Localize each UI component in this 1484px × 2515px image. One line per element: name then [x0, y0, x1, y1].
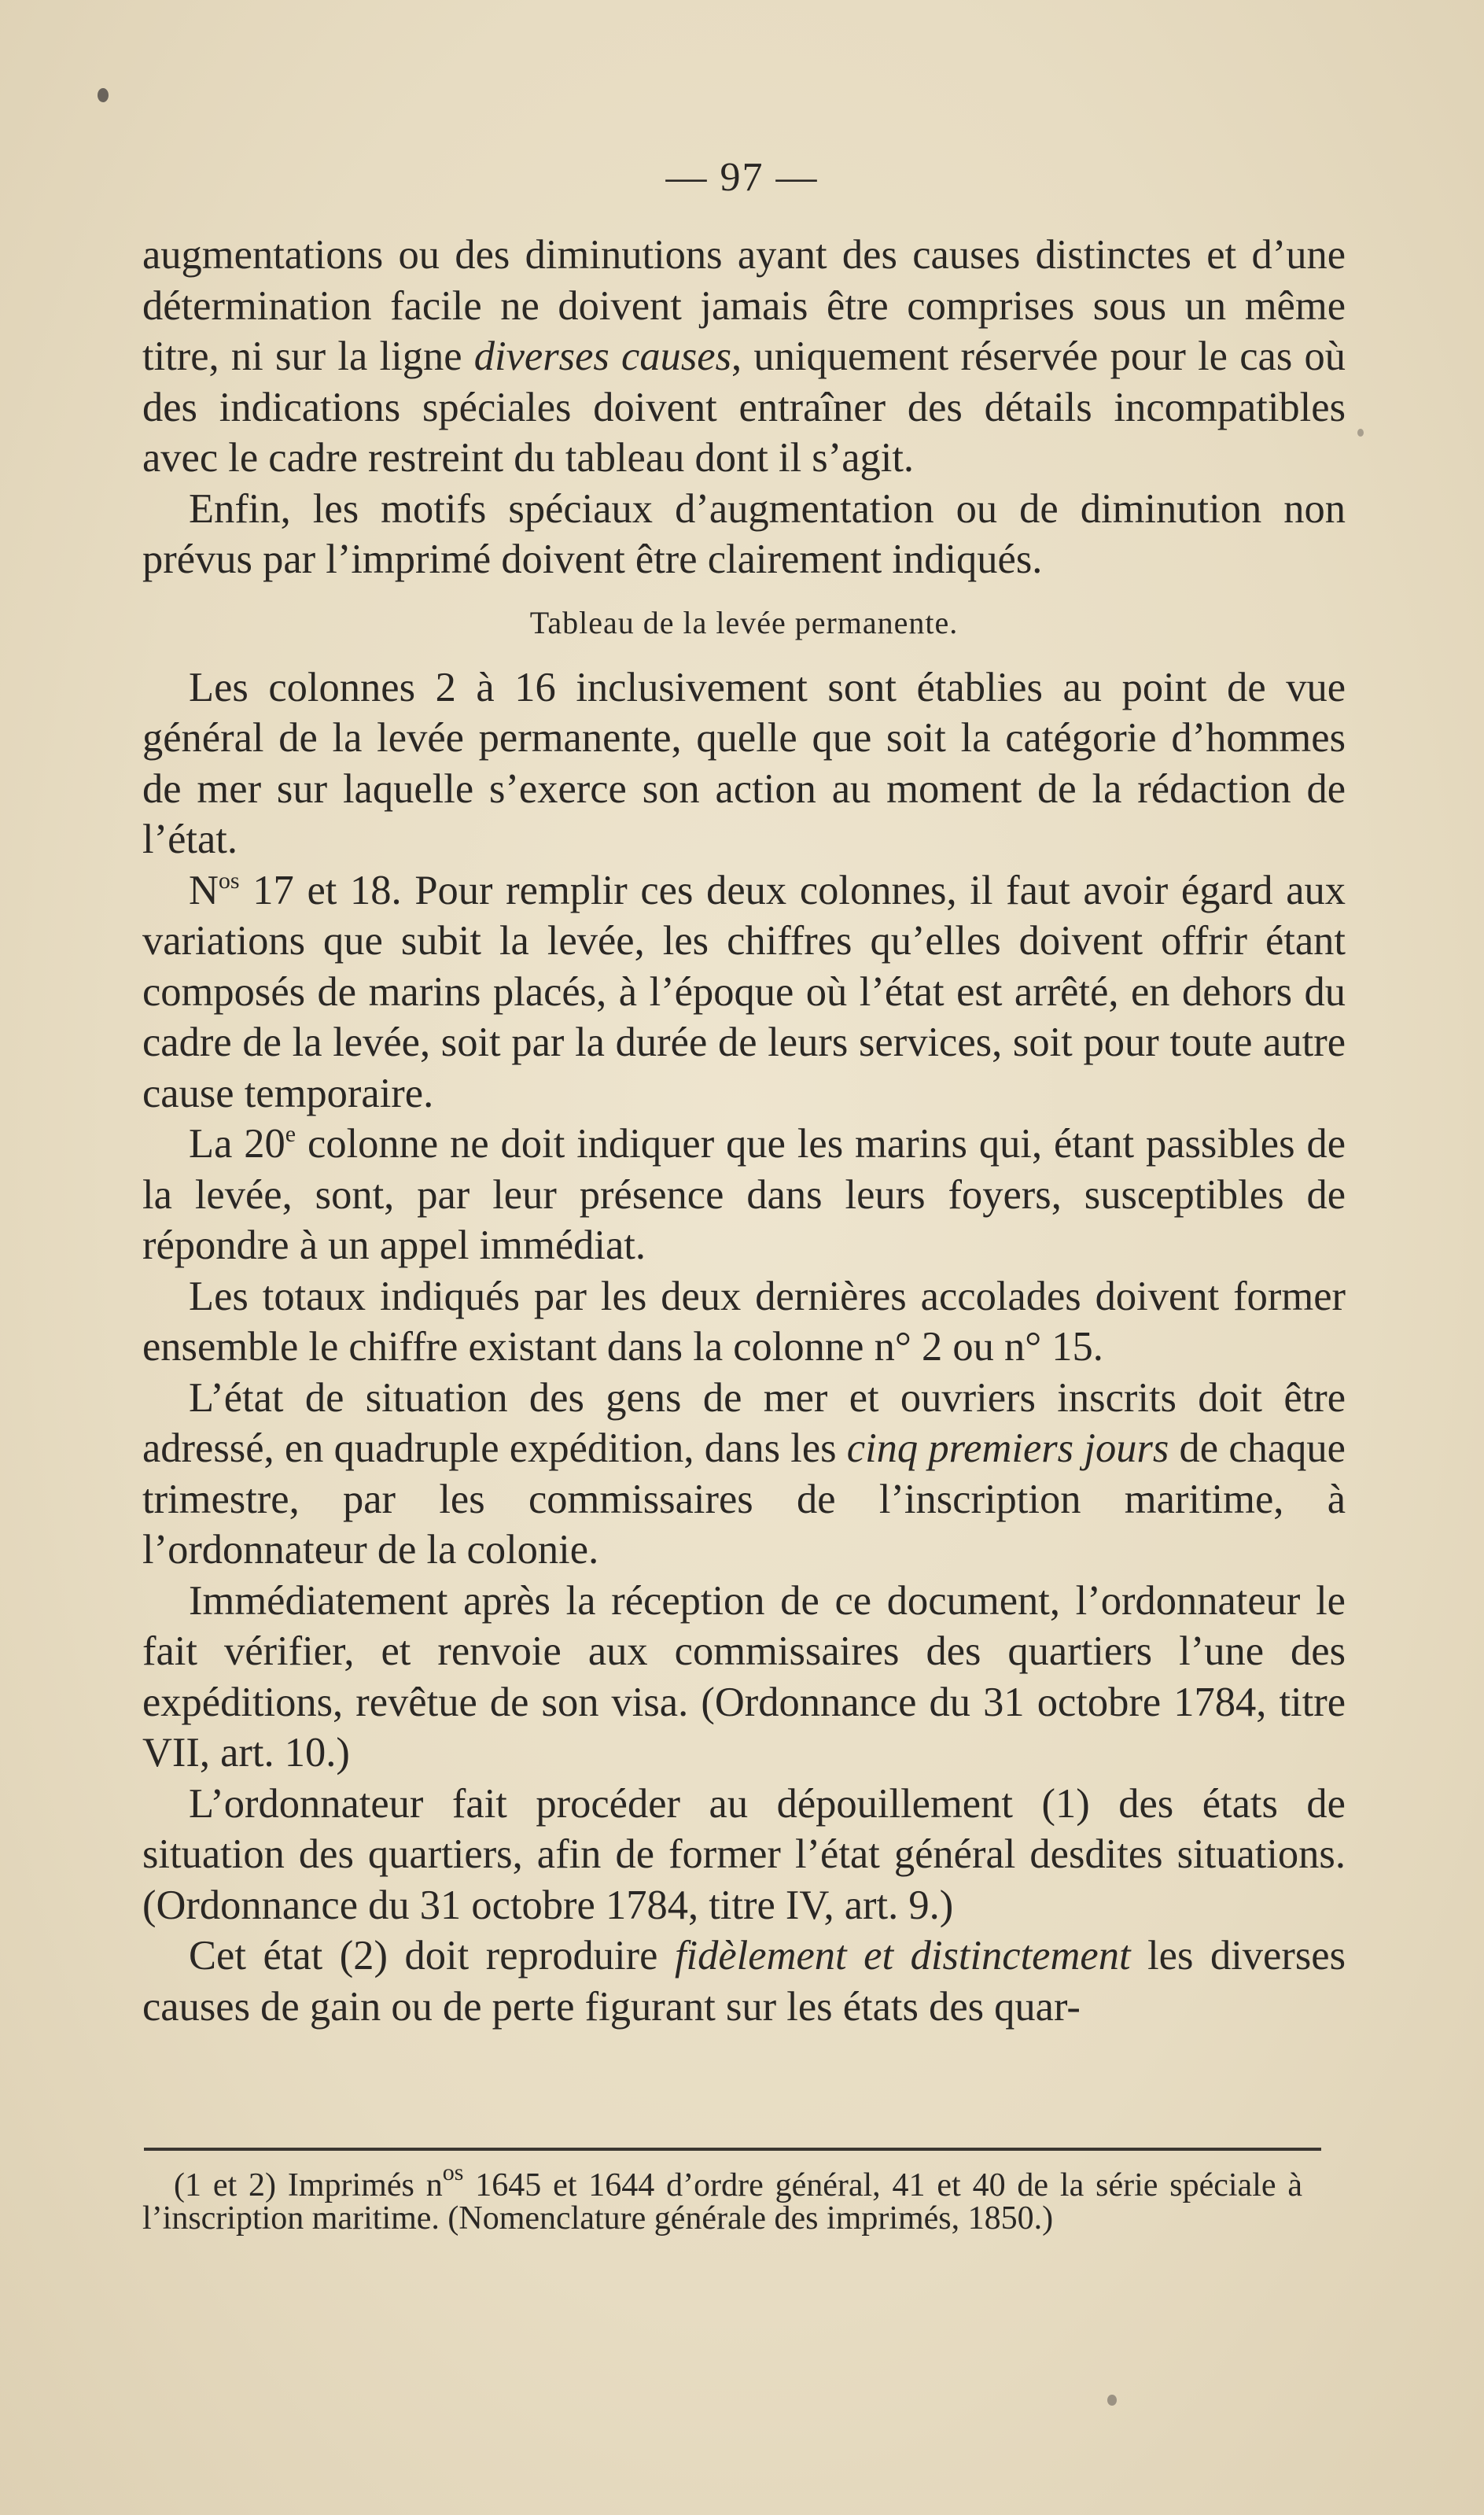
paragraph-text: colonne ne doit indiquer que les marins qui, étant passibles de la levée, sont, par leur présence dans leurs foyers, susceptibles de répondre à un appel immédiat. — [142, 1121, 1346, 1268]
italic-emphasis: diverses causes — [473, 334, 732, 379]
paper-speck — [1107, 2395, 1117, 2406]
paragraph: Immédiatement après la réception de ce document, l’ordonnateur le fait vérifier, et renvoie aux commissaires des quartiers l’une des expéditions, revêtue de son visa. (Ordonnance du 31 octobre 1784, titre VII, art. 10.) — [142, 1577, 1346, 1776]
paragraph-continuation — [142, 230, 1346, 484]
paragraph: Enfin, les motifs spéciaux d’augmentation ou de diminution non prévus par l’imprimé doivent être clairement indiqués. — [142, 485, 1346, 582]
italic-emphasis: cinq premiers jours — [846, 1425, 1169, 1471]
paragraph-text: Cet état (2) doit reproduire — [189, 1933, 675, 1978]
paragraph-text: les diverses causes de gain ou de perte figurant sur les états des quar- — [142, 1933, 1346, 2030]
footnote-rule — [144, 2148, 1321, 2151]
paragraph-text: de chaque trimestre, par les commissaires de l’inscription maritime, à l’ordonnateur de la colonie. — [142, 1425, 1346, 1573]
paragraph-text: augmentations ou des diminutions ayant des causes distinctes et d’une détermination facile ne doivent jamais être comprises sous un même titre, ni sur la ligne — [142, 232, 1346, 379]
paper-speck — [98, 88, 109, 102]
paragraph: L’ordonnateur fait procéder au dépouillement (1) des états de situation des quartiers, afin de former l’état général desdites situations. (Ordonnance du 31 octobre 1784, titre IV, art. 9.) — [142, 1780, 1346, 1928]
paragraph-text: L’état de situation des gens de mer et ouvriers inscrits doit être adressé, en quadruple expédition, dans les — [142, 1374, 1346, 1471]
paragraph: Les totaux indiqués par les deux dernières accolades doivent former ensemble le chiffre existant dans la colonne n° 2 ou n° 15. — [142, 1273, 1346, 1370]
page-number: — 97 — — [665, 155, 819, 200]
paragraph-text: , uniquement réservée pour le cas où des indications spéciales doivent entraîner des détails incompatibles avec le cadre restreint du tableau dont il s’agit. — [142, 334, 1346, 481]
paragraph-text: 17 et 18. Pour remplir ces deux colonnes, il faut avoir égard aux variations que subit la levée, les chiffres qu’elles doivent offrir étant composés de marins placés, à l’époque où l’état est arrêté, en dehors du cadre de la levée, soit par la durée de leurs services, soit pour toute autre cause temporaire. — [142, 867, 1346, 1116]
superscript: os — [218, 867, 240, 894]
superscript: e — [285, 1121, 296, 1147]
paragraph-text: La 20 — [189, 1121, 285, 1167]
paragraph: Les colonnes 2 à 16 inclusivement sont établies au point de vue général de la levée permanente, quelle que soit la catégorie d’hommes de mer sur laquelle s’exerce son action au moment de la rédaction de l’état. — [142, 664, 1346, 862]
superscript: os — [442, 2159, 464, 2185]
italic-emphasis: fidèlement et distinctement — [674, 1933, 1131, 1978]
paragraph — [142, 1373, 1346, 1576]
paragraph — [142, 1119, 1346, 1271]
paragraph — [142, 865, 1346, 1119]
paper-speck — [1357, 429, 1364, 437]
paragraph-text: N — [189, 867, 219, 913]
section-heading: Tableau de la levée permanente. — [529, 604, 959, 640]
footnote-text: (1 et 2) Imprimés n — [174, 2167, 443, 2203]
paragraph — [142, 1931, 1346, 2032]
footnote-text: 1645 et 1644 d’ordre général, 41 et 40 de la série spéciale à l’inscription maritime. (Nomenclature générale des imprimés, 1850.) — [142, 2167, 1303, 2237]
footnote — [142, 2159, 1303, 2237]
page-body — [142, 230, 1346, 2032]
